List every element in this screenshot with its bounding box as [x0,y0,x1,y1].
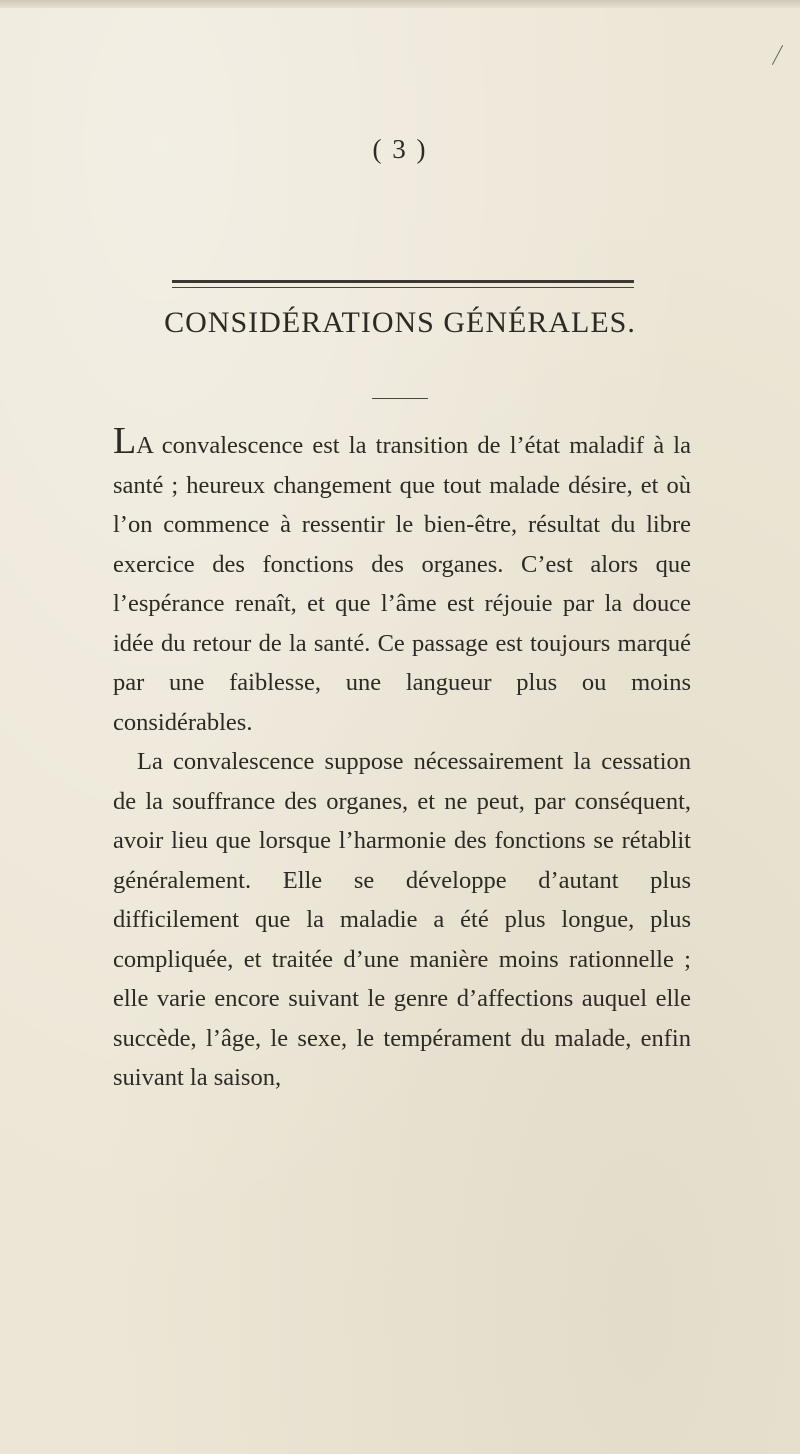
section-title: CONSIDÉRATIONS GÉNÉRALES. [164,306,636,339]
page-number: ( 3 ) [372,134,428,164]
body-text [113,422,691,1098]
title-divider [372,398,428,399]
paragraph-1 [113,422,691,742]
corner-mark [772,45,783,65]
page-top-edge [0,0,800,8]
header-rule-thin [172,287,634,288]
header-rule-thick [172,280,634,283]
dropcap: L [113,420,137,462]
paragraph-1-text: A convalescence est la transition de l’état maladif à la santé ; heureux changement que tout malade désire, et où l’on commence à ressentir le bien-être, résultat du libre exercice des fonctions des organes. C’est alors que l’espérance renaît, et que l’âme est réjouie par la douce idée du retour de la santé. Ce passage est toujours marqué par une faiblesse, une langueur plus ou moins considérables. [113,432,691,736]
paragraph-2: La convalescence suppose nécessairement la cessation de la souffrance des organes, et ne peut, par conséquent, avoir lieu que lorsque l’harmonie des fonctions se rétablit généralement. Elle se développe d’autant plus difficilement que la maladie a été plus longue, plus compliquée, et traitée d’une manière moins rationnelle ; elle varie encore suivant le genre d’affections auquel elle succède, l’âge, le sexe, le tempérament du malade, enfin suivant la saison, [113,748,691,1091]
